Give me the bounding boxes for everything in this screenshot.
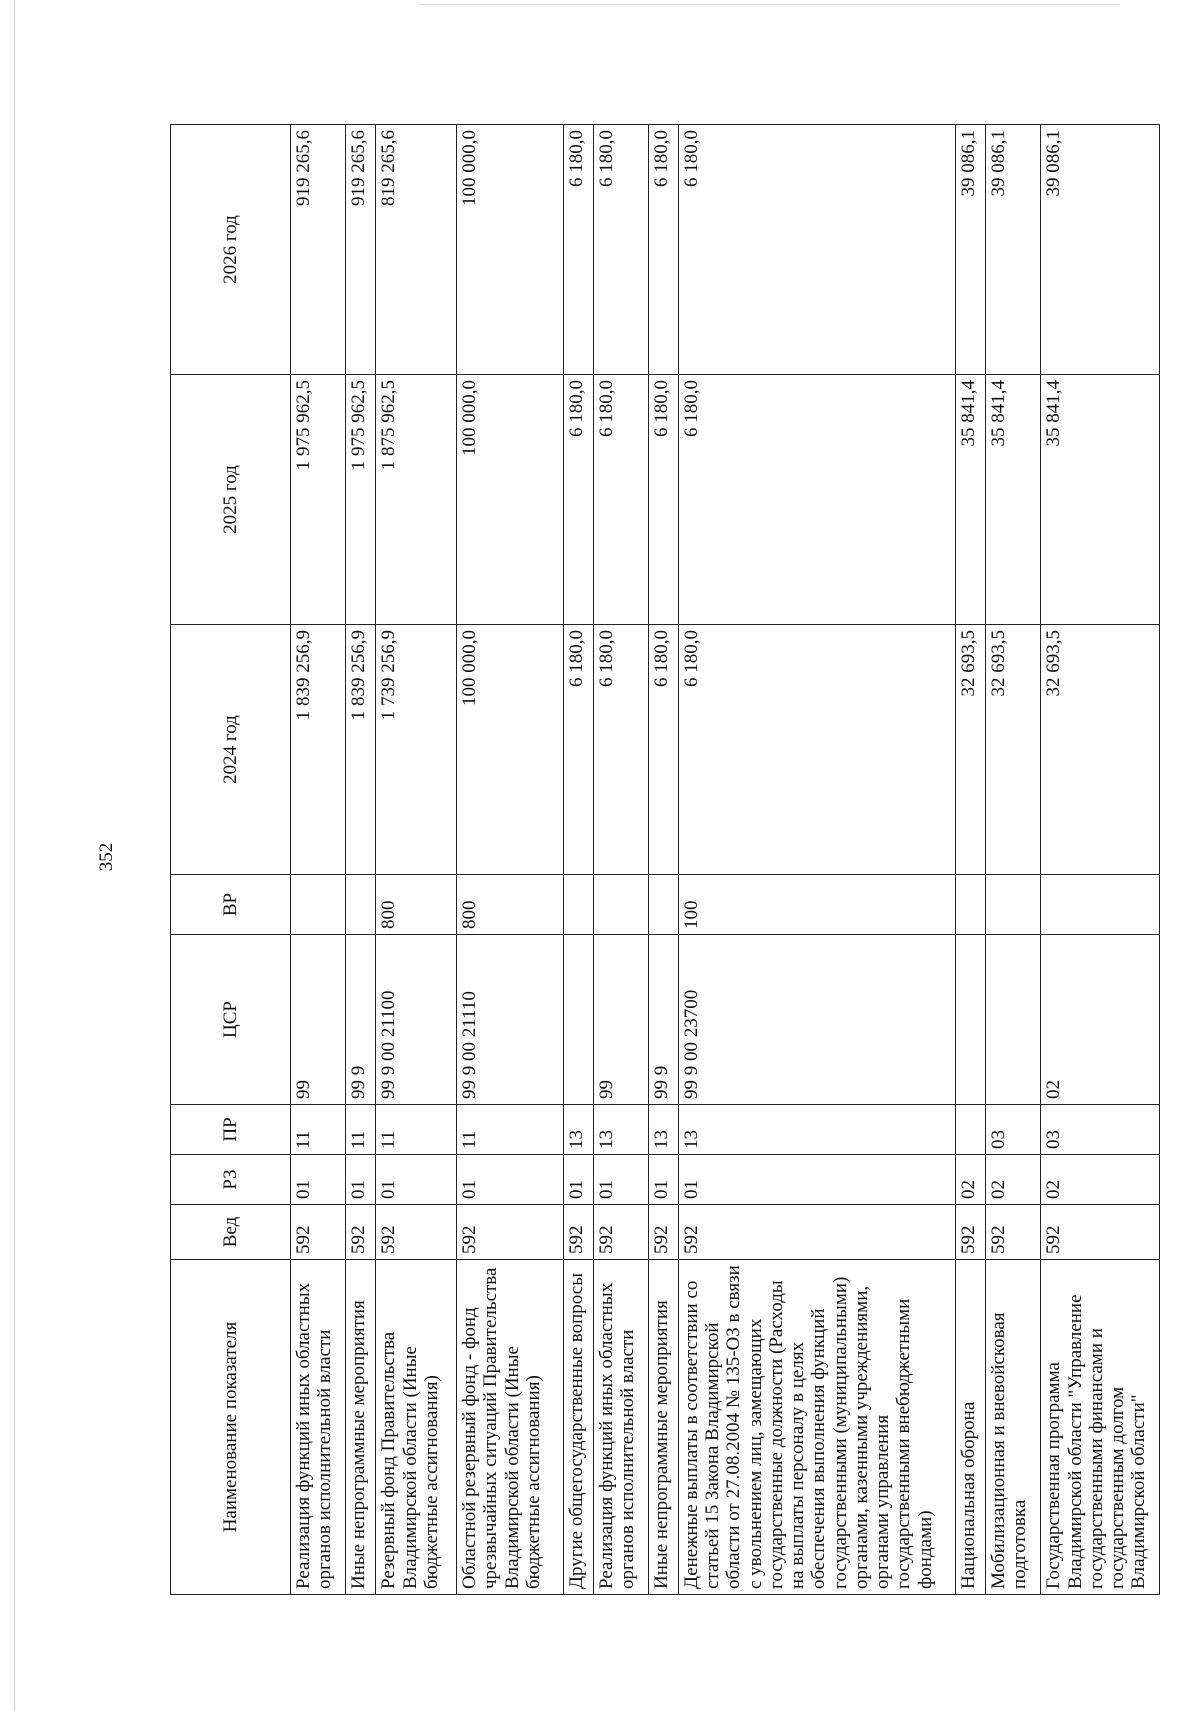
- cell-ved: 592: [346, 1205, 376, 1260]
- cell-2026: 6 180,0: [593, 125, 648, 375]
- cell-2026: 919 265,6: [291, 125, 346, 375]
- cell-2025: 35 841,4: [985, 375, 1040, 625]
- cell-2026: 39 086,1: [956, 125, 986, 375]
- cell-pr: 11: [376, 1105, 457, 1155]
- cell-2026: 39 086,1: [1041, 125, 1160, 375]
- header-2024: 2024 год: [171, 625, 291, 875]
- header-rz: РЗ: [171, 1155, 291, 1205]
- cell-pr: 03: [985, 1105, 1040, 1155]
- cell-name: Иные непрограммные мероприятия: [648, 1260, 678, 1595]
- header-2025: 2025 год: [171, 375, 291, 625]
- cell-ved: 592: [457, 1205, 564, 1260]
- cell-vr: [1041, 875, 1160, 935]
- cell-csr: 99 9: [346, 935, 376, 1105]
- cell-rz: 01: [563, 1155, 593, 1205]
- cell-name: Национальная оборона: [956, 1260, 986, 1595]
- header-name: Наименование показателя: [171, 1260, 291, 1595]
- cell-ved: 592: [593, 1205, 648, 1260]
- cell-csr: [985, 935, 1040, 1105]
- cell-vr: [346, 875, 376, 935]
- cell-csr: 02: [1041, 935, 1160, 1105]
- cell-2024: 6 180,0: [648, 625, 678, 875]
- cell-2024: 6 180,0: [678, 625, 955, 875]
- header-csr: ЦСР: [171, 935, 291, 1105]
- cell-name: Реализация функций иных областных органов исполнительной власти: [593, 1260, 648, 1595]
- cell-rz: 02: [956, 1155, 986, 1205]
- cell-rz: 01: [291, 1155, 346, 1205]
- cell-rz: 02: [1041, 1155, 1160, 1205]
- rotated-table-container: [170, 125, 1160, 1595]
- cell-2026: 919 265,6: [346, 125, 376, 375]
- cell-pr: 13: [593, 1105, 648, 1155]
- cell-name: Реализация функций иных областных органов исполнительной власти: [291, 1260, 346, 1595]
- header-pr: ПР: [171, 1105, 291, 1155]
- cell-name: Денежные выплаты в соответствии со статьей 15 Закона Владимирской области от 27.08.2004 № 135-ОЗ в связи с увольнением лиц, замещающих государственные должности (Расходы на выплаты персоналу в целях обеспечения выполнения функций государственными (муниципальными) органами, казенными учреждениями, органами управления государственными внебюджетными фондами): [678, 1260, 955, 1595]
- table-row: [291, 125, 346, 1595]
- table-row: [376, 125, 457, 1595]
- cell-csr: [956, 935, 986, 1105]
- table-row: [593, 125, 648, 1595]
- cell-2024: 32 693,5: [1041, 625, 1160, 875]
- cell-2025: 35 841,4: [1041, 375, 1160, 625]
- cell-vr: 800: [376, 875, 457, 935]
- table-row: [648, 125, 678, 1595]
- cell-pr: 03: [1041, 1105, 1160, 1155]
- table-row: [985, 125, 1040, 1595]
- cell-rz: 01: [376, 1155, 457, 1205]
- cell-2024: 6 180,0: [563, 625, 593, 875]
- cell-pr: [956, 1105, 986, 1155]
- cell-pr: 11: [291, 1105, 346, 1155]
- cell-pr: 13: [563, 1105, 593, 1155]
- cell-csr: [563, 935, 593, 1105]
- cell-2025: 1 975 962,5: [291, 375, 346, 625]
- cell-vr: [648, 875, 678, 935]
- cell-2024: 6 180,0: [593, 625, 648, 875]
- cell-2025: 6 180,0: [648, 375, 678, 625]
- cell-2026: 6 180,0: [648, 125, 678, 375]
- table-row: [1041, 125, 1160, 1595]
- cell-2024: 1 739 256,9: [376, 625, 457, 875]
- table-row: [346, 125, 376, 1595]
- scan-edge-line: [14, 0, 15, 1711]
- cell-csr: 99 9 00 21100: [376, 935, 457, 1105]
- cell-rz: 01: [593, 1155, 648, 1205]
- cell-2024: 32 693,5: [985, 625, 1040, 875]
- cell-name: Мобилизационная и вневойсковая подготовка: [985, 1260, 1040, 1595]
- cell-ved: 592: [291, 1205, 346, 1260]
- cell-2025: 6 180,0: [563, 375, 593, 625]
- cell-2025: 6 180,0: [678, 375, 955, 625]
- header-vr: ВР: [171, 875, 291, 935]
- page-number: 352: [96, 842, 117, 872]
- table-header-row: [171, 125, 291, 1595]
- cell-2025: 6 180,0: [593, 375, 648, 625]
- cell-name: Резервный фонд Правительства Владимирской области (Иные бюджетные ассигнования): [376, 1260, 457, 1595]
- cell-pr: 11: [457, 1105, 564, 1155]
- cell-2026: 100 000,0: [457, 125, 564, 375]
- table-row: [678, 125, 955, 1595]
- cell-ved: 592: [648, 1205, 678, 1260]
- header-2026: 2026 год: [171, 125, 291, 375]
- cell-csr: 99: [593, 935, 648, 1105]
- cell-pr: 13: [648, 1105, 678, 1155]
- cell-name: Иные непрограммные мероприятия: [346, 1260, 376, 1595]
- cell-ved: 592: [1041, 1205, 1160, 1260]
- cell-2026: 39 086,1: [985, 125, 1040, 375]
- scan-top-line: [420, 4, 1120, 5]
- cell-vr: [985, 875, 1040, 935]
- cell-vr: [956, 875, 986, 935]
- header-ved: Вед: [171, 1205, 291, 1260]
- cell-rz: 01: [346, 1155, 376, 1205]
- cell-ved: 592: [563, 1205, 593, 1260]
- budget-table: [170, 124, 1160, 1595]
- cell-2025: 1 975 962,5: [346, 375, 376, 625]
- cell-ved: 592: [678, 1205, 955, 1260]
- cell-2024: 1 839 256,9: [346, 625, 376, 875]
- cell-name: Государственная программа Владимирской области "Управление государственными финансами и государственным долгом Владимирской области": [1041, 1260, 1160, 1595]
- cell-vr: [593, 875, 648, 935]
- cell-vr: 800: [457, 875, 564, 935]
- cell-rz: 01: [678, 1155, 955, 1205]
- cell-pr: 13: [678, 1105, 955, 1155]
- cell-ved: 592: [376, 1205, 457, 1260]
- cell-ved: 592: [956, 1205, 986, 1260]
- cell-2025: 35 841,4: [956, 375, 986, 625]
- cell-ved: 592: [985, 1205, 1040, 1260]
- cell-pr: 11: [346, 1105, 376, 1155]
- cell-rz: 02: [985, 1155, 1040, 1205]
- cell-vr: [291, 875, 346, 935]
- cell-2024: 100 000,0: [457, 625, 564, 875]
- cell-rz: 01: [648, 1155, 678, 1205]
- cell-vr: 100: [678, 875, 955, 935]
- cell-csr: 99 9 00 21110: [457, 935, 564, 1105]
- cell-2025: 100 000,0: [457, 375, 564, 625]
- table-row: [457, 125, 564, 1595]
- cell-rz: 01: [457, 1155, 564, 1205]
- cell-2025: 1 875 962,5: [376, 375, 457, 625]
- cell-name: Другие общегосударственные вопросы: [563, 1260, 593, 1595]
- table-row: [956, 125, 986, 1595]
- cell-2024: 1 839 256,9: [291, 625, 346, 875]
- cell-2026: 6 180,0: [678, 125, 955, 375]
- cell-csr: 99: [291, 935, 346, 1105]
- cell-name: Областной резервный фонд - фонд чрезвычайных ситуаций Правительства Владимирской области (Иные бюджетные ассигнования): [457, 1260, 564, 1595]
- cell-2024: 32 693,5: [956, 625, 986, 875]
- table-row: [563, 125, 593, 1595]
- cell-csr: 99 9 00 23700: [678, 935, 955, 1105]
- cell-2026: 6 180,0: [563, 125, 593, 375]
- cell-2026: 819 265,6: [376, 125, 457, 375]
- cell-csr: 99 9: [648, 935, 678, 1105]
- cell-vr: [563, 875, 593, 935]
